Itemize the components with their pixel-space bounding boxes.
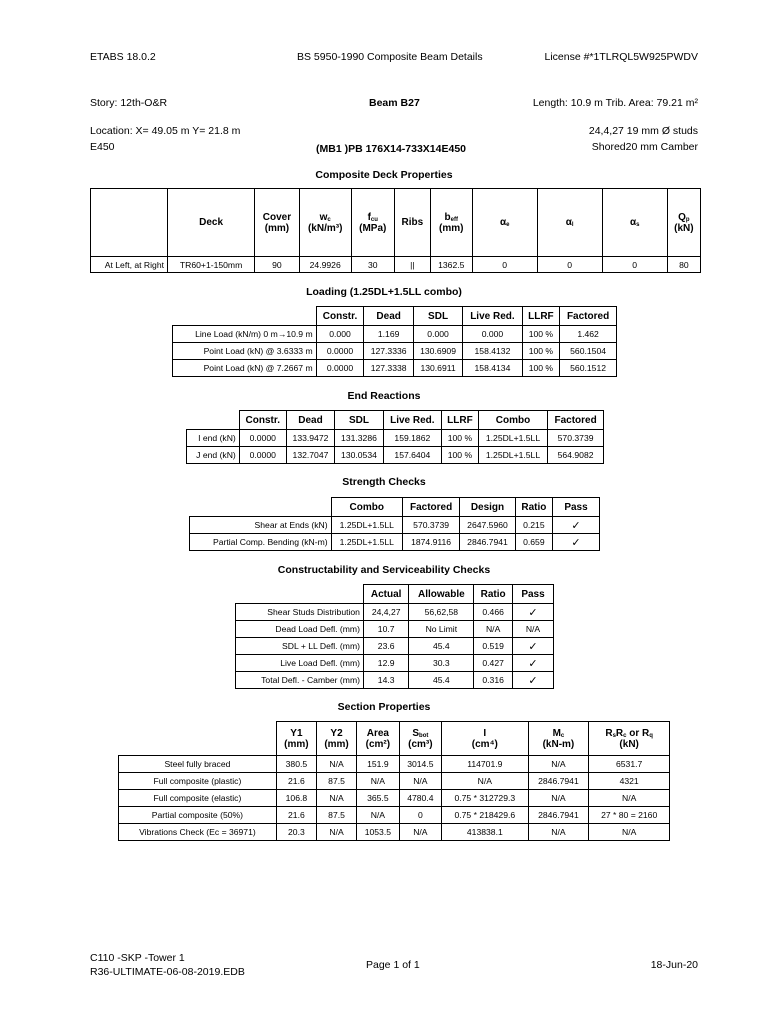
col-sbot: Sbot (cm³) xyxy=(399,722,442,756)
service-table xyxy=(235,584,554,689)
beam-label: Beam B27 xyxy=(369,97,420,109)
col-alpha-l: αl xyxy=(537,189,602,257)
reactions-table xyxy=(186,410,604,464)
pass-check-icon: ✓ xyxy=(553,517,600,534)
col-deck: Deck xyxy=(168,189,255,257)
col-i: I (cm⁴) xyxy=(442,722,528,756)
table-header-row: Actual Allowable Ratio Pass xyxy=(236,585,554,604)
col-alpha-s: αs xyxy=(602,189,667,257)
footer-date: 18-Jun-20 xyxy=(650,959,698,971)
table-row: Full composite (plastic) 21.6 87.5 N/A N/A N/A 2846.7941 4321 xyxy=(119,773,670,790)
table-row: Shear Studs Distribution 24,4,27 56,62,58 0.466 ✓ xyxy=(236,604,554,621)
section-table xyxy=(118,721,670,841)
reactions-title: End Reactions xyxy=(347,390,421,402)
footer-file: R36-ULTIMATE-06-08-2019.EDB xyxy=(90,966,245,978)
loading-table xyxy=(172,306,617,377)
page-number: Page 1 of 1 xyxy=(366,959,420,971)
camber-label: Shored20 mm Camber xyxy=(591,141,698,153)
license-text: License #*1TLRQL5W925PWDV xyxy=(544,51,698,63)
table-row: Partial Comp. Bending (kN-m) 1.25DL+1.5LL 1874.9116 2846.7941 0.659 ✓ xyxy=(190,534,600,551)
table-row: I end (kN) 0.0000 133.9472 131.3286 159.1862 100 % 1.25DL+1.5LL 570.3739 xyxy=(187,430,604,447)
pass-check-icon: ✓ xyxy=(553,534,600,551)
table-header-row xyxy=(119,722,670,756)
col-y2: Y2 (mm) xyxy=(316,722,356,756)
table-header-row xyxy=(91,189,701,257)
col-cover: Cover (mm) xyxy=(255,189,299,257)
col-y1: Y1 (mm) xyxy=(276,722,316,756)
col-ribs: Ribs xyxy=(394,189,430,257)
col-alpha-e: αe xyxy=(472,189,537,257)
table-row: Partial composite (50%) 21.6 87.5 N/A 0 0.75 * 218429.6 2846.7941 27 * 80 = 2160 xyxy=(119,807,670,824)
section-label: (MB1 )PB 176X14-733X14E450 xyxy=(316,143,467,155)
pass-check-icon: ✓ xyxy=(513,638,554,655)
loading-title: Loading (1.25DL+1.5LL combo) xyxy=(306,286,462,298)
table-row: At Left, at Right TR60+1-150mm 90 24.9926 30 || 1362.5 0 0 0 80 xyxy=(91,257,701,273)
table-row: Live Load Defl. (mm) 12.9 30.3 0.427 ✓ xyxy=(236,655,554,672)
col-fcu: fcu (MPa) xyxy=(351,189,394,257)
section-title: Section Properties xyxy=(337,701,431,713)
table-row: SDL + LL Defl. (mm) 23.6 45.4 0.519 ✓ xyxy=(236,638,554,655)
pass-check-icon: ✓ xyxy=(513,655,554,672)
table-row: Shear at Ends (kN) 1.25DL+1.5LL 570.3739 2647.5960 0.215 ✓ xyxy=(190,517,600,534)
table-row: Dead Load Defl. (mm) 10.7 No Limit N/A N/A xyxy=(236,621,554,638)
col-wc: wc (kN/m³) xyxy=(299,189,351,257)
studs-label: 24,4,27 19 mm Ø studs xyxy=(588,125,698,137)
table-header-row: Constr. Dead SDL Live Red. LLRF Combo Factored xyxy=(187,411,604,430)
table-row: Vibrations Check (Ec = 36971) 20.3 N/A 1053.5 N/A 413838.1 N/A N/A xyxy=(119,824,670,841)
location-label: Location: X= 49.05 m Y= 21.8 m xyxy=(90,125,241,137)
table-header-row: Combo Factored Design Ratio Pass xyxy=(190,498,600,517)
table-row: Point Load (kN) @ 3.6333 m 0.0000 127.3336 130.6909 158.4132 100 % 560.1504 xyxy=(173,343,617,360)
col-area: Area (cm²) xyxy=(357,722,400,756)
table-row: Line Load (kN/m) 0 m→10.9 m 0.000 1.169 0.000 0.000 100 % 1.462 xyxy=(173,326,617,343)
table-row: Point Load (kN) @ 7.2667 m 0.0000 127.3338 130.6911 158.4134 100 % 560.1512 xyxy=(173,360,617,377)
report-title: BS 5950-1990 Composite Beam Details xyxy=(297,51,483,63)
strength-table xyxy=(189,497,600,551)
grade-label: E450 xyxy=(90,141,115,153)
story-label: Story: 12th-O&R xyxy=(90,97,168,109)
table-row: J end (kN) 0.0000 132.7047 130.0534 157.6404 100 % 1.25DL+1.5LL 564.9082 xyxy=(187,447,604,464)
app-version: ETABS 18.0.2 xyxy=(90,51,156,63)
table-row: Steel fully braced 380.5 N/A 151.9 3014.5 114701.9 N/A 6531.7 xyxy=(119,756,670,773)
pass-check-icon: ✓ xyxy=(513,604,554,621)
table-header-row: Constr. Dead SDL Live Red. LLRF Factored xyxy=(173,307,617,326)
pass-check-icon: ✓ xyxy=(513,672,554,689)
length-label: Length: 10.9 m Trib. Area: 79.21 m² xyxy=(532,97,698,109)
col-mc: Mc (kN-m) xyxy=(528,722,589,756)
footer-project: C110 -SKP -Tower 1 xyxy=(90,952,185,964)
table-row: Full composite (elastic) 106.8 N/A 365.5 4780.4 0.75 * 312729.3 N/A N/A xyxy=(119,790,670,807)
deck-title: Composite Deck Properties xyxy=(315,169,453,181)
col-beff: beff (mm) xyxy=(430,189,472,257)
col-qp: Qp (kN) xyxy=(667,189,700,257)
col-r: RsRc or Rq (kN) xyxy=(589,722,670,756)
table-row: Total Defl. - Camber (mm) 14.3 45.4 0.316 ✓ xyxy=(236,672,554,689)
service-title: Constructability and Serviceability Checks xyxy=(277,564,491,576)
deck-table xyxy=(90,188,701,273)
strength-title: Strength Checks xyxy=(342,476,426,488)
